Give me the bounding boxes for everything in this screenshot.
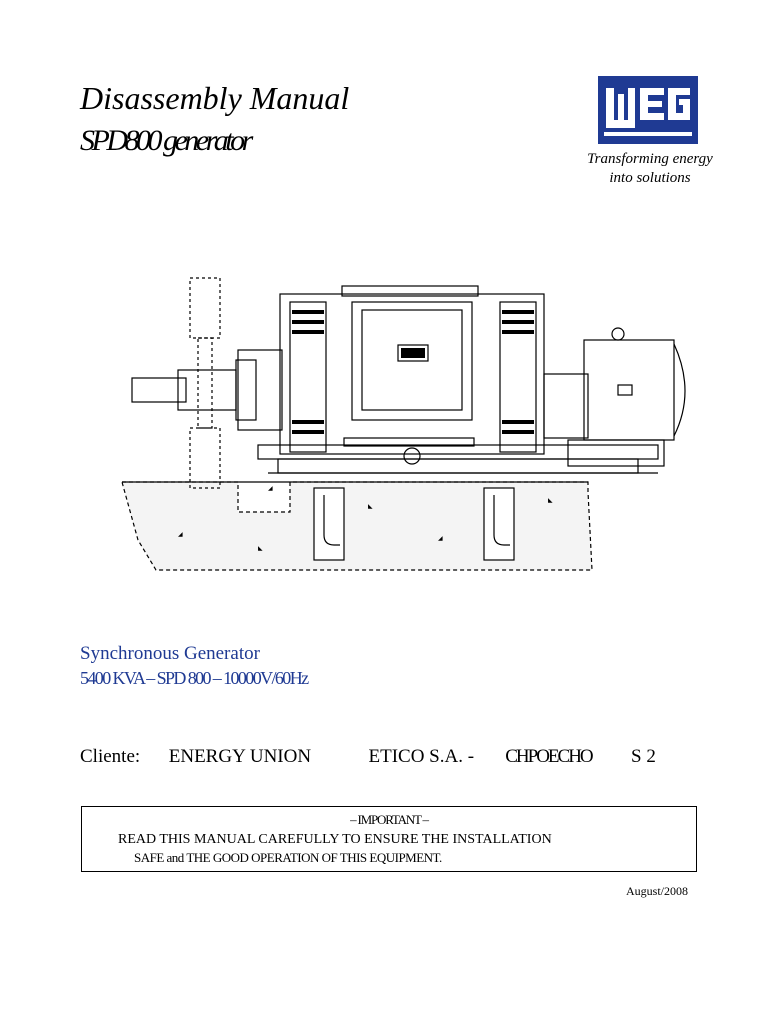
notice-line-1: READ THIS MANUAL CAREFULLY TO ENSURE THE INSTALLATION xyxy=(118,832,552,847)
document-subtitle: SPD800 generator xyxy=(80,124,250,157)
generator-drawing xyxy=(118,240,726,610)
client-name-4: S 2 xyxy=(631,746,656,767)
client-name-1: ENERGY UNION xyxy=(168,746,312,767)
product-spec: 5400 KVA – SPD 800 – 10000V/60Hz xyxy=(80,668,308,688)
brand-tagline xyxy=(560,150,740,188)
document-date: August/2008 xyxy=(625,884,688,898)
client-name-3: CHPOECHO xyxy=(505,746,592,767)
tagline-line-2: into solutions xyxy=(609,170,691,186)
notice-line-2: SAFE and THE GOOD OPERATION OF THIS EQUIPMENT. xyxy=(134,850,442,865)
svg-text:◢: ◢ xyxy=(178,531,183,538)
svg-text:◢: ◢ xyxy=(268,485,273,492)
svg-text:◢: ◢ xyxy=(438,535,443,542)
svg-text:◣: ◣ xyxy=(368,503,373,510)
client-line xyxy=(80,746,656,768)
client-label: Cliente: xyxy=(80,746,141,767)
client-name-2: ETICO S.A. - xyxy=(368,746,475,767)
tagline-line-1: Transforming energy xyxy=(587,151,713,167)
svg-text:◣: ◣ xyxy=(548,497,553,504)
document-title: Disassembly Manual xyxy=(80,80,350,116)
important-notice xyxy=(81,806,697,872)
product-title: Synchronous Generator xyxy=(80,643,260,664)
weg-logo-icon xyxy=(598,76,698,144)
notice-heading: – IMPORTANT – xyxy=(350,812,428,827)
svg-text:◣: ◣ xyxy=(258,545,263,552)
